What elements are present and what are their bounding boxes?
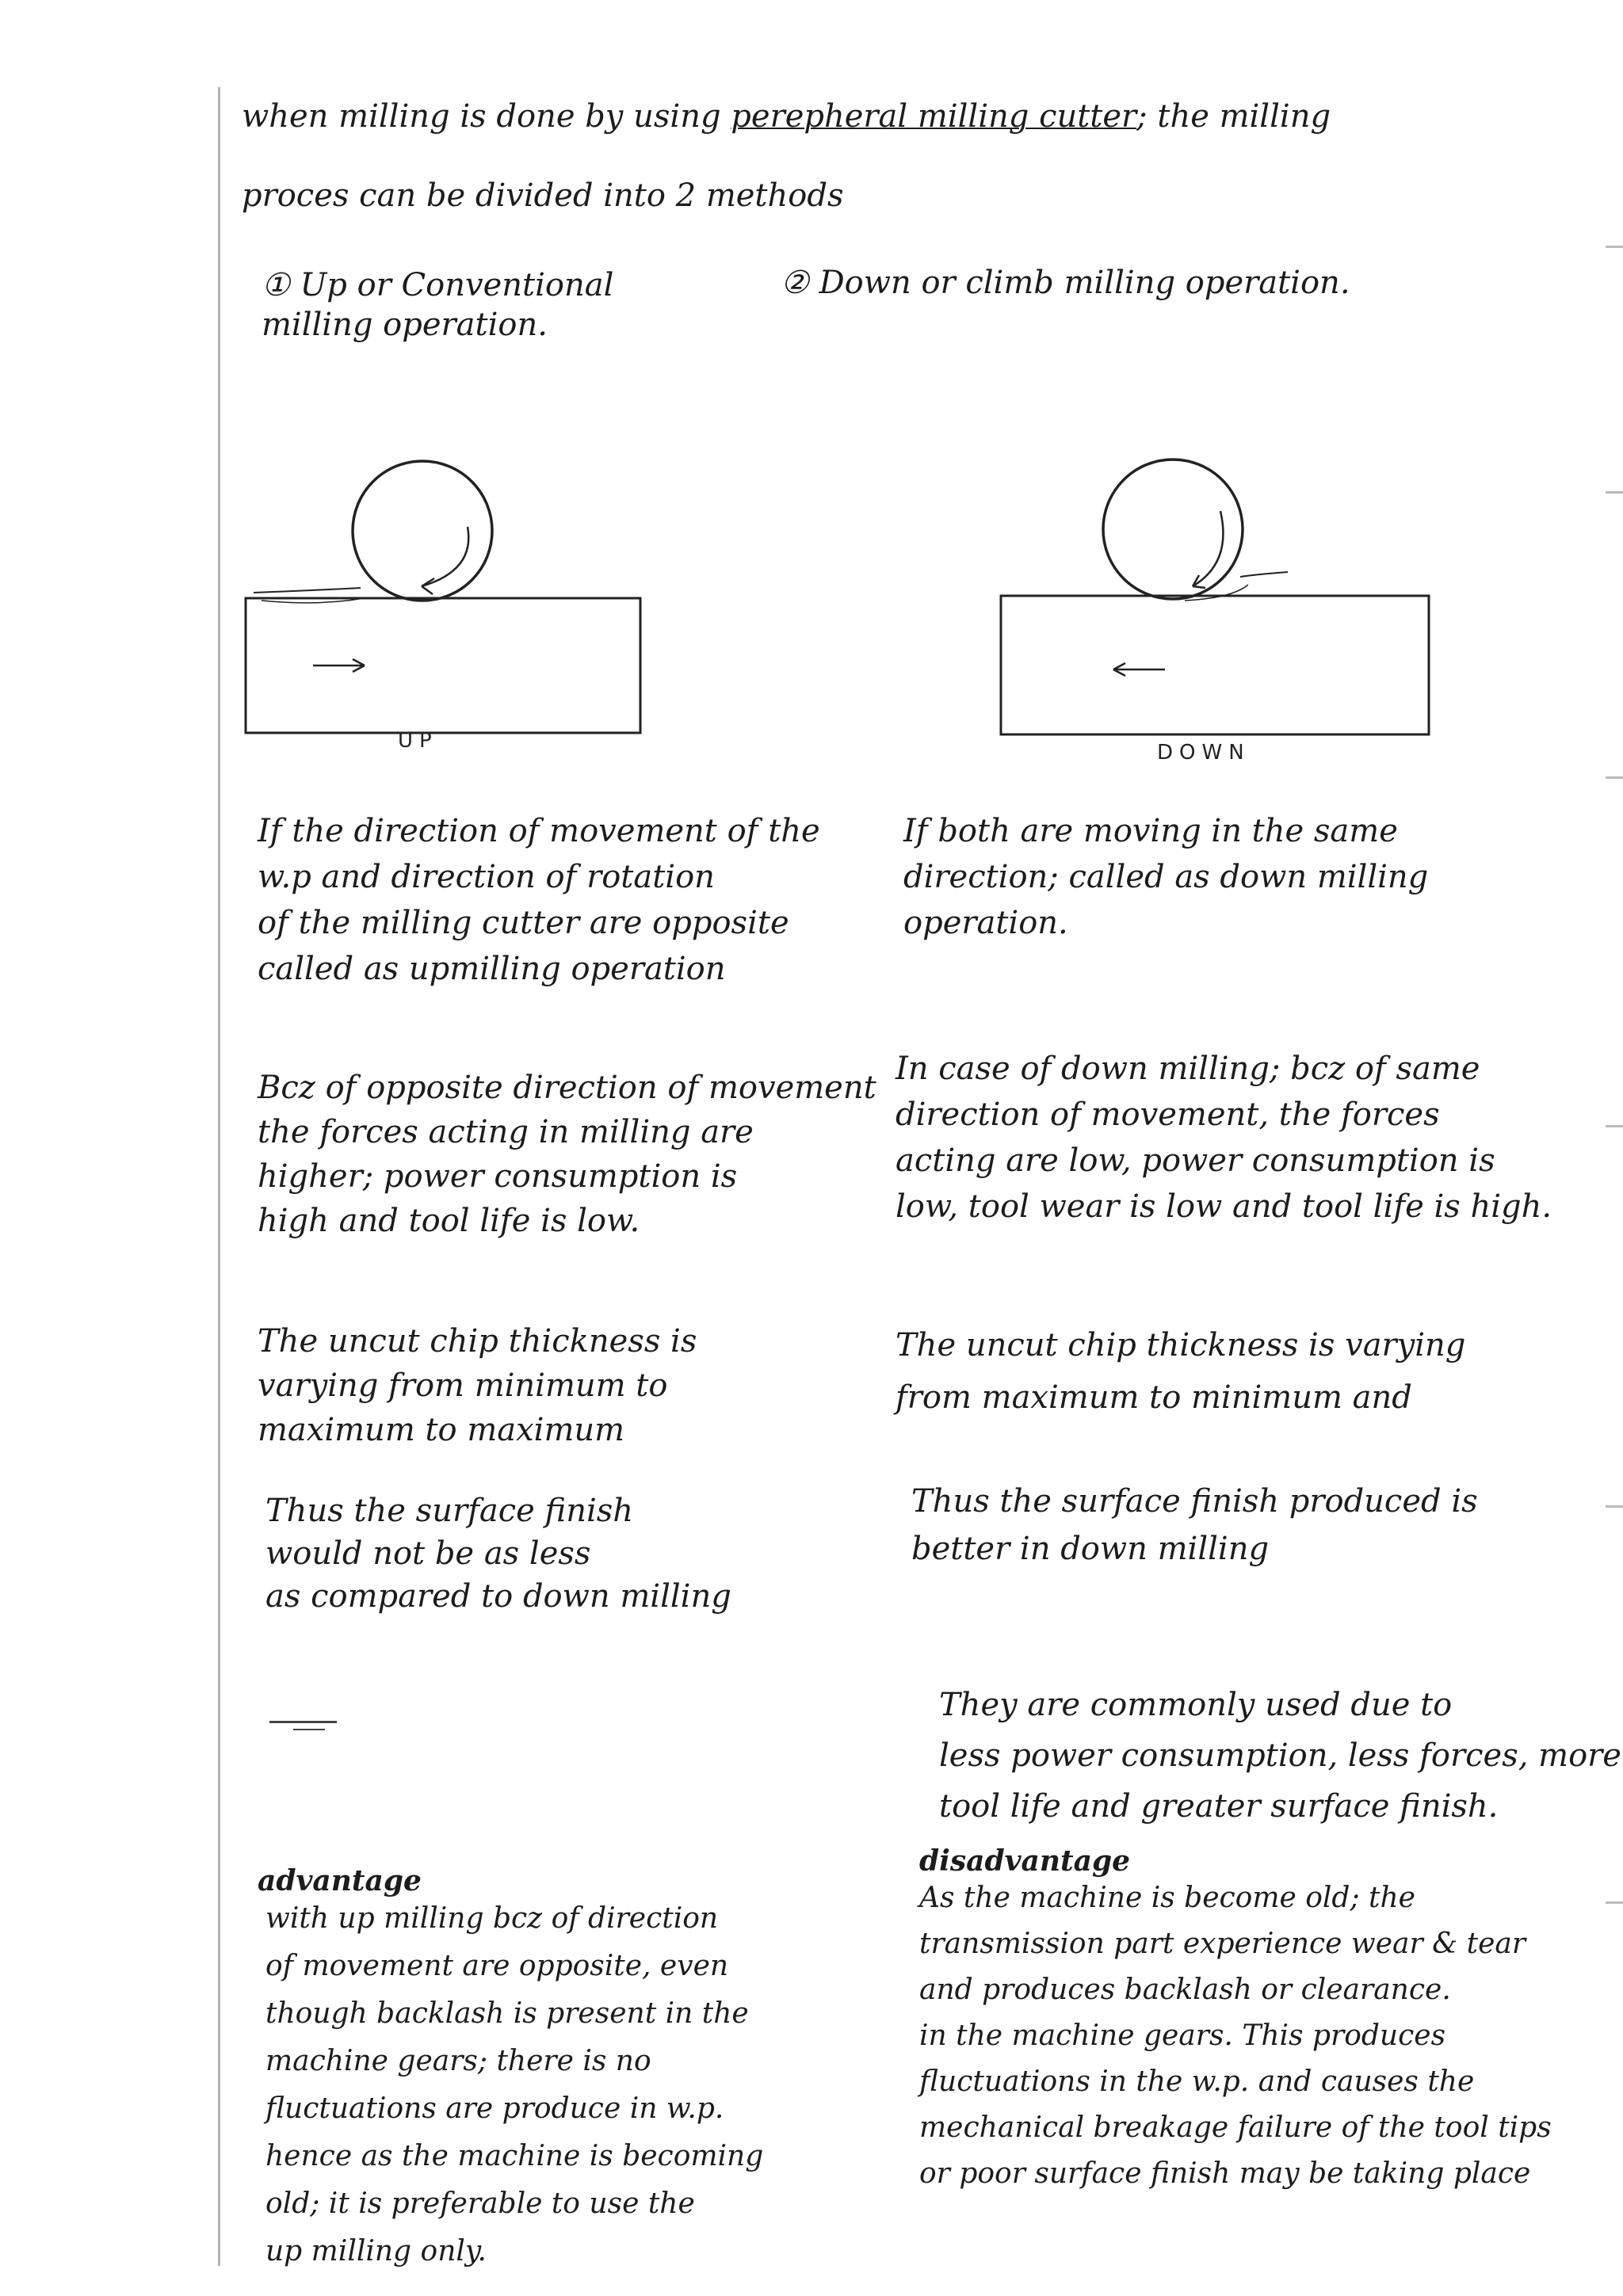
scan-edge-mark [1606, 1125, 1623, 1127]
method-up-heading: ① Up or Conventional milling operation. [262, 267, 614, 343]
up-chip-thickness: The uncut chip thickness is varying from minimum to maximum to maximum [258, 1323, 697, 1448]
up-cutter [353, 461, 492, 601]
up-diagram-label: UP [398, 729, 438, 753]
scan-edge-mark [1606, 1505, 1623, 1508]
advantage-body: with up milling bcz of direction of movement are opposite, even though backlash is present in the machine gears; there is no fluctuations are produce in w.p. hence as the machine is becoming old; it is preferable to use the up milling only. [265, 1902, 764, 2267]
intro-line-2: proces can be divided into 2 methods [242, 177, 844, 214]
down-workpiece [1001, 596, 1429, 734]
down-chip-thickness: The uncut chip thickness is varying from maximum to minimum and [896, 1327, 1466, 1416]
scan-edge-mark [1606, 1901, 1623, 1904]
advantage-heading: advantage [258, 1864, 422, 1897]
up-rotation-arrow [422, 527, 468, 586]
up-definition: If the direction of movement of the w.p and direction of rotation of the milling cutter are opposite called as upmilling operation [258, 813, 820, 987]
up-chip-curve [254, 588, 361, 593]
scan-edge-mark [1606, 246, 1623, 248]
margin-line [218, 87, 220, 2266]
ink-mark [293, 1729, 325, 1730]
up-workpiece [246, 598, 640, 733]
disadvantage-heading: disadvantage [919, 1844, 1131, 1878]
up-milling-diagram [238, 444, 650, 761]
down-surface-finish: Thus the surface finish produced is better in down milling [911, 1483, 1478, 1567]
down-usage-note: They are commonly used due to less power consumption, less forces, more tool life and greater surface finish. [939, 1687, 1621, 1825]
up-feed-arrow [313, 659, 365, 672]
intro-underlined-term: perepheral milling cutter [731, 98, 1137, 135]
up-surface-finish: Thus the surface finish would not be as less as compared to down milling [265, 1493, 731, 1615]
intro-line-1 [242, 93, 1331, 139]
ink-mark [269, 1721, 337, 1723]
down-definition: If both are moving in the same direction; called as down milling operation. [903, 813, 1429, 941]
intro-text-c: ; the milling [1136, 98, 1331, 135]
scan-edge-mark [1606, 776, 1623, 779]
down-feed-arrow [1113, 663, 1165, 676]
method-down-heading: ② Down or climb milling operation. [781, 265, 1350, 301]
down-diagram-label: DOWN [1157, 741, 1251, 765]
down-rotation-arrow [1193, 511, 1223, 586]
disadvantage-body: As the machine is become old; the transmission part experience wear & tear and produces backlash or clearance. in the machine gears. This produces fluctuations in the w.p. and causes the mechanical breakage failure of the tool tips or poor surface finish may be taking place [919, 1882, 1552, 2190]
down-cutter [1103, 460, 1243, 599]
down-milling-diagram [995, 444, 1438, 761]
down-forces: In case of down milling; bcz of same direction of movement, the forces acting are low, power consumption is low, tool wear is low and tool life is high. [896, 1051, 1552, 1225]
intro-text-a: when milling is done by using [242, 98, 731, 135]
scan-edge-mark [1606, 491, 1623, 494]
up-forces: Bcz of opposite direction of movement the forces acting in milling are higher; power consumption is high and tool life is low. [258, 1070, 876, 1239]
down-chip-curve [1240, 572, 1288, 577]
